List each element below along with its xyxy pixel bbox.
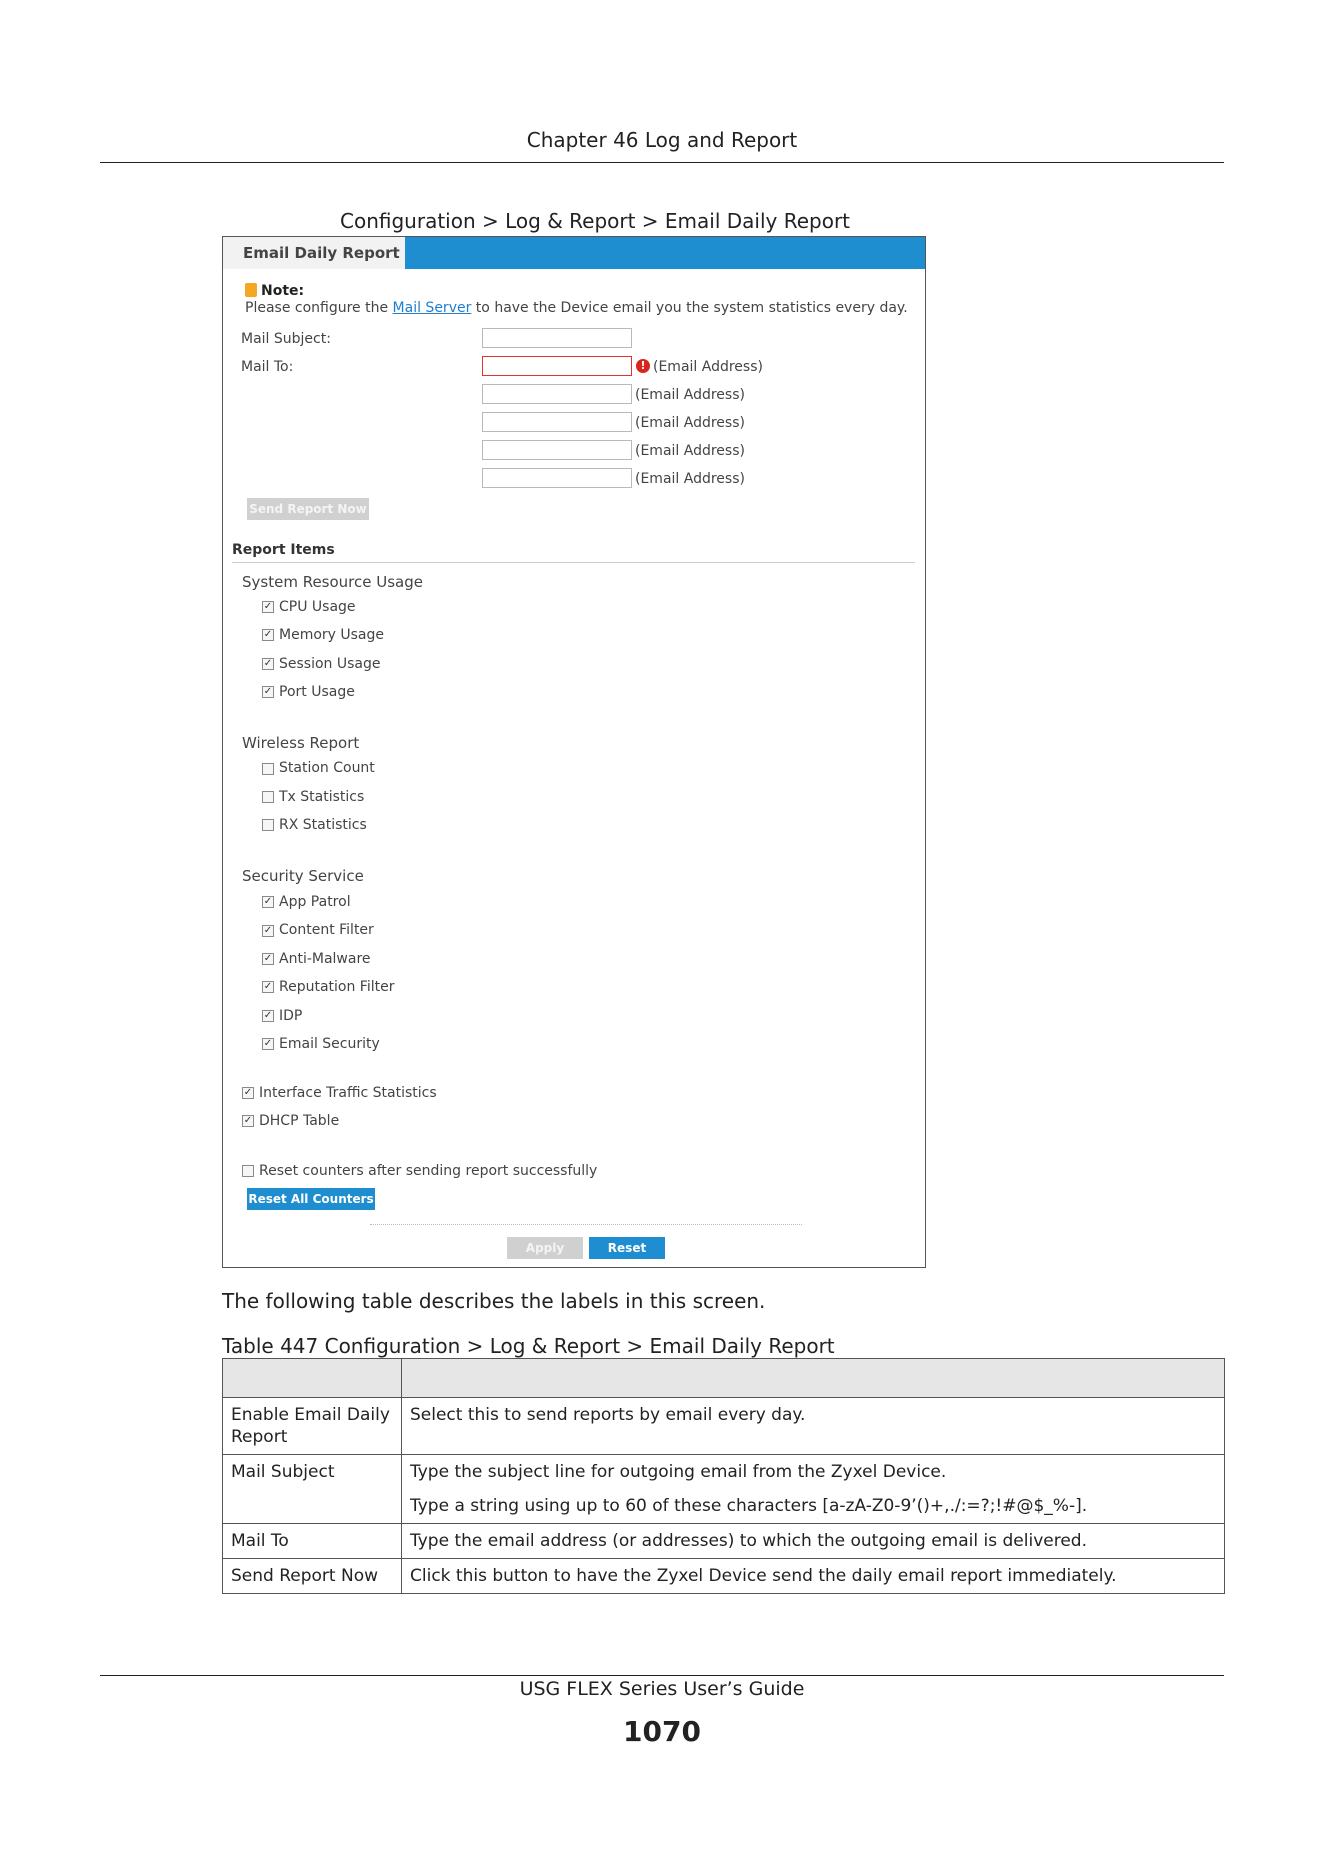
mail-to-input-3[interactable] (482, 412, 632, 432)
report-items-rule (232, 562, 915, 563)
mail-to-input-2[interactable] (482, 384, 632, 404)
wireless-report-title: Wireless Report (242, 734, 360, 752)
dhcp-table-checkbox[interactable]: ✓ (243, 1115, 253, 1126)
note-icon (245, 283, 257, 297)
interface-traffic-checkbox[interactable]: ✓ (243, 1087, 253, 1098)
row-description-text: Click this button to have the Zyxel Device send the daily email report immediately. (410, 1566, 1117, 1586)
idp-label: IDP (279, 1008, 303, 1024)
app-patrol-checkbox[interactable]: ✓ (263, 896, 273, 907)
reputation-filter-checkbox[interactable]: ✓ (263, 981, 273, 992)
mail-to-input-4[interactable] (482, 440, 632, 460)
row-label: Mail Subject (223, 1455, 402, 1524)
security-service-title: Security Service (242, 867, 364, 885)
error-icon: ! (636, 359, 650, 373)
table-header-label (223, 1359, 402, 1398)
report-items-title: Report Items (232, 542, 335, 558)
anti-malware-label: Anti-Malware (279, 951, 371, 967)
table-header-description (402, 1359, 1225, 1398)
email-security-label: Email Security (279, 1036, 380, 1052)
port-usage-checkbox[interactable]: ✓ (263, 686, 273, 697)
memory-usage-checkbox[interactable]: ✓ (263, 629, 273, 640)
row-description (402, 1559, 1225, 1594)
row-description-text: Type the subject line for outgoing email from the Zyxel Device. (410, 1462, 947, 1482)
rx-statistics-label: RX Statistics (279, 817, 367, 833)
chapter-header: Chapter 46 Log and Report (526, 128, 798, 152)
system-resource-title: System Resource Usage (242, 573, 423, 591)
mail-server-link[interactable]: Mail Server (392, 300, 472, 316)
send-report-now-button[interactable]: Send Report Now (247, 498, 369, 520)
footer-rule (100, 1675, 1224, 1676)
email-hint-3: (Email Address) (635, 415, 745, 431)
reputation-filter-label: Reputation Filter (279, 979, 395, 995)
row-description (402, 1455, 1225, 1524)
email-security-checkbox[interactable]: ✓ (263, 1038, 273, 1049)
row-description-text: Type the email address (or addresses) to which the outgoing email is delivered. (410, 1531, 1087, 1551)
table-header-row (223, 1359, 1225, 1398)
mail-subject-input[interactable] (482, 328, 632, 348)
station-count-checkbox[interactable] (262, 763, 274, 775)
table-caption: Table 447 Configuration > Log & Report > Email Daily Report (222, 1334, 835, 1358)
note (245, 283, 304, 299)
reset-button[interactable]: Reset (589, 1237, 665, 1259)
row-description-text: Type a string using up to 60 of these characters [a-zA-Z0-9’()+,./:=?;!#@$_%-]. (410, 1496, 1088, 1516)
mail-to-input-1[interactable] (482, 356, 632, 376)
email-hint-5: (Email Address) (635, 471, 745, 487)
header-rule (100, 162, 1224, 163)
apply-button[interactable]: Apply (507, 1237, 583, 1259)
dhcp-table-label: DHCP Table (259, 1113, 340, 1129)
tab-bar (223, 237, 925, 269)
email-hint-1: (Email Address) (653, 359, 763, 375)
table-row (223, 1559, 1225, 1594)
cpu-usage-label: CPU Usage (279, 599, 356, 615)
row-label: Mail To (223, 1524, 402, 1559)
anti-malware-checkbox[interactable]: ✓ (263, 953, 273, 964)
rx-statistics-checkbox[interactable] (262, 819, 274, 831)
email-hint-4: (Email Address) (635, 443, 745, 459)
content-filter-checkbox[interactable]: ✓ (263, 925, 273, 936)
tab-email-daily-report[interactable]: Email Daily Report (223, 237, 405, 269)
reset-counters-checkbox[interactable] (242, 1165, 254, 1177)
tx-statistics-label: Tx Statistics (279, 789, 365, 805)
row-description-text: Select this to send reports by email every day. (410, 1405, 806, 1425)
mail-to-label: Mail To: (241, 359, 294, 375)
label-description-table (222, 1358, 1225, 1594)
note-text-after: to have the Device email you the system statistics every day. (471, 300, 908, 316)
table-row (223, 1398, 1225, 1455)
email-hint-2: (Email Address) (635, 387, 745, 403)
note-text-before: Please configure the (245, 300, 393, 316)
content-filter-label: Content Filter (279, 922, 374, 938)
table-row (223, 1524, 1225, 1559)
session-usage-label: Session Usage (279, 656, 381, 672)
email-daily-report-panel (222, 236, 926, 1268)
figure-caption: Configuration > Log & Report > Email Daily Report (340, 209, 851, 233)
row-description (402, 1398, 1225, 1455)
intro-text: The following table describes the labels in this screen. (222, 1289, 766, 1313)
row-label: Send Report Now (223, 1559, 402, 1594)
note-title: Note: (261, 283, 305, 299)
memory-usage-label: Memory Usage (279, 627, 385, 643)
port-usage-label: Port Usage (279, 684, 355, 700)
footer-title: USG FLEX Series User’s Guide (519, 1678, 805, 1700)
app-patrol-label: App Patrol (279, 894, 351, 910)
interface-traffic-label: Interface Traffic Statistics (259, 1085, 437, 1101)
page-number: 1070 (623, 1715, 701, 1748)
mail-subject-label: Mail Subject: (241, 331, 331, 347)
station-count-label: Station Count (279, 760, 375, 776)
mail-to-input-5[interactable] (482, 468, 632, 488)
note-text (245, 300, 908, 316)
cpu-usage-checkbox[interactable]: ✓ (263, 601, 273, 612)
idp-checkbox[interactable]: ✓ (263, 1010, 273, 1021)
reset-counters-label: Reset counters after sending report successfully (259, 1163, 598, 1179)
tx-statistics-checkbox[interactable] (262, 791, 274, 803)
bottom-divider (370, 1224, 802, 1225)
reset-all-counters-button[interactable]: Reset All Counters (247, 1188, 375, 1210)
row-description (402, 1524, 1225, 1559)
table-row (223, 1455, 1225, 1524)
session-usage-checkbox[interactable]: ✓ (263, 658, 273, 669)
row-label: Enable Email Daily Report (223, 1398, 402, 1455)
